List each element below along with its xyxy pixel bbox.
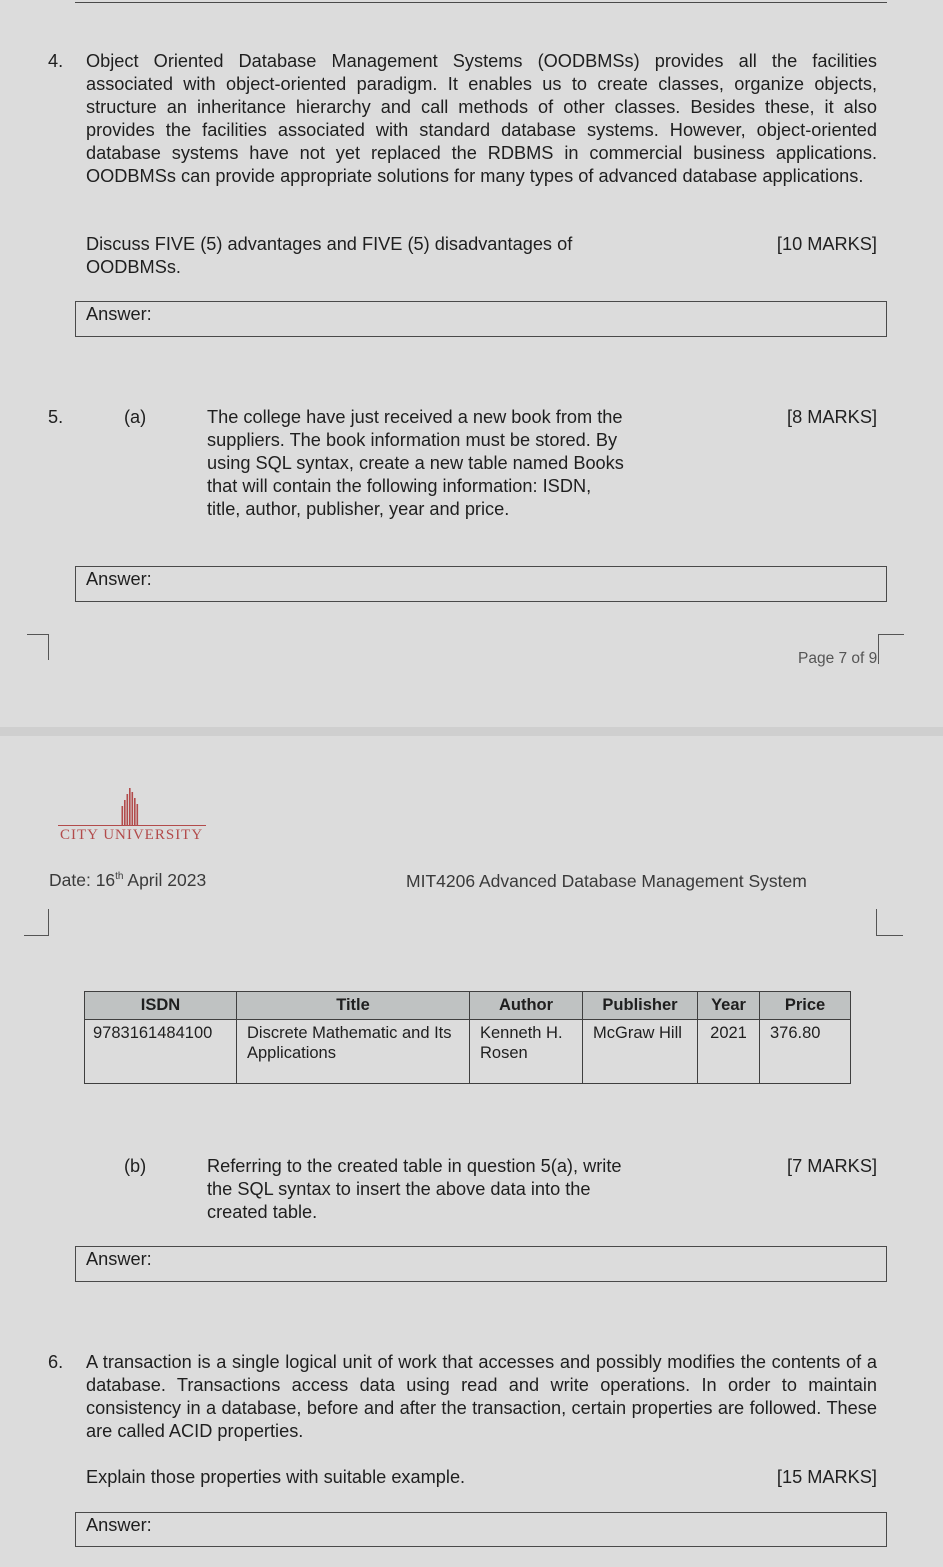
header-publisher: Publisher [583, 992, 698, 1020]
header-price: Price [760, 992, 851, 1020]
q6-answer-label: Answer: [86, 1515, 152, 1535]
crop-mark [876, 909, 877, 936]
q4-number: 4. [48, 51, 64, 71]
q5a-marks: [8 MARKS] [787, 407, 877, 427]
q4-paragraph: Object Oriented Database Management Systems (OODBMSs) provides all the facilities associated with object-oriented paradigm. It enables us to create classes, organize objects, structure an inheritance hierarchy and call methods of other classes. Besides these, it also provides the facilities associated with standard database systems. However, object-oriented database systems have not yet replaced the RDBMS in commercial business applications. OODBMSs can provide appropriate solutions for many types of advanced database applications. [86, 51, 877, 186]
q5a-answer-label: Answer: [86, 569, 152, 589]
crop-mark [48, 634, 49, 660]
header-isdn: ISDN [85, 992, 237, 1020]
building-logo-icon [58, 786, 208, 826]
cell-price: 376.80 [760, 1020, 851, 1084]
crop-mark [878, 634, 879, 664]
header-title: Title [237, 992, 470, 1020]
q5b-text: Referring to the created table in question 5(a), write the SQL syntax to insert the above data into the created table. [207, 1156, 622, 1222]
crop-mark [24, 935, 49, 936]
q5a-text: The college have just received a new book from the suppliers. The book information must be stored. By using SQL syntax, create a new table named Books that will contain the following information: ISDN, title, author, publisher, year and price. [207, 407, 624, 519]
q4-answer-label: Answer: [86, 304, 152, 324]
date-ordinal: th [115, 871, 124, 883]
q5b-answer-box[interactable] [75, 1246, 887, 1282]
q5-number: 5. [48, 407, 64, 427]
cell-author: Kenneth H. Rosen [470, 1020, 583, 1084]
cell-title: Discrete Mathematic and Its Applications [237, 1020, 470, 1084]
q5a-label: (a) [124, 407, 147, 427]
q5b-marks: [7 MARKS] [787, 1156, 877, 1176]
q6-task: Explain those properties with suitable example. [86, 1467, 466, 1487]
course-title: MIT4206 Advanced Database Management System [406, 871, 807, 891]
top-answer-box-edge [75, 0, 887, 3]
exam-date [49, 870, 206, 891]
crop-mark [878, 634, 904, 635]
crop-mark [48, 909, 49, 936]
table-header-row [85, 992, 851, 1020]
crop-mark [876, 935, 903, 936]
q5a-answer-box[interactable] [75, 566, 887, 602]
cell-isdn: 9783161484100 [85, 1020, 237, 1084]
date-suffix: April 2023 [123, 870, 207, 890]
crop-mark [27, 634, 49, 635]
cell-publisher: McGraw Hill [583, 1020, 698, 1084]
date-prefix: Date: 16 [49, 870, 116, 890]
q5b-answer-label: Answer: [86, 1249, 152, 1269]
header-author: Author [470, 992, 583, 1020]
q6-number: 6. [48, 1352, 64, 1372]
q4-task: Discuss FIVE (5) advantages and FIVE (5) disadvantages of OODBMSs. [86, 234, 573, 277]
books-table [84, 991, 851, 1084]
table-row [85, 1020, 851, 1084]
q4-answer-box[interactable] [75, 301, 887, 337]
page-break [0, 727, 943, 736]
university-logo [58, 786, 208, 846]
q6-answer-box[interactable] [75, 1512, 887, 1547]
q4-marks: [10 MARKS] [776, 234, 877, 254]
q5b-label: (b) [124, 1156, 147, 1176]
university-name: CITY UNIVERSITY [60, 827, 204, 843]
q6-paragraph: A transaction is a single logical unit of work that accesses and possibly modifies the contents of a database. Transactions access data using read and write operations. In order to maintain consistency in a database, before and after the transaction, certain properties are followed. These are called ACID properties. [86, 1352, 877, 1441]
cell-year: 2021 [698, 1020, 760, 1084]
q6-marks: [15 MARKS] [776, 1467, 877, 1487]
header-year: Year [698, 992, 760, 1020]
page-number: Page 7 of 9 [798, 650, 878, 667]
